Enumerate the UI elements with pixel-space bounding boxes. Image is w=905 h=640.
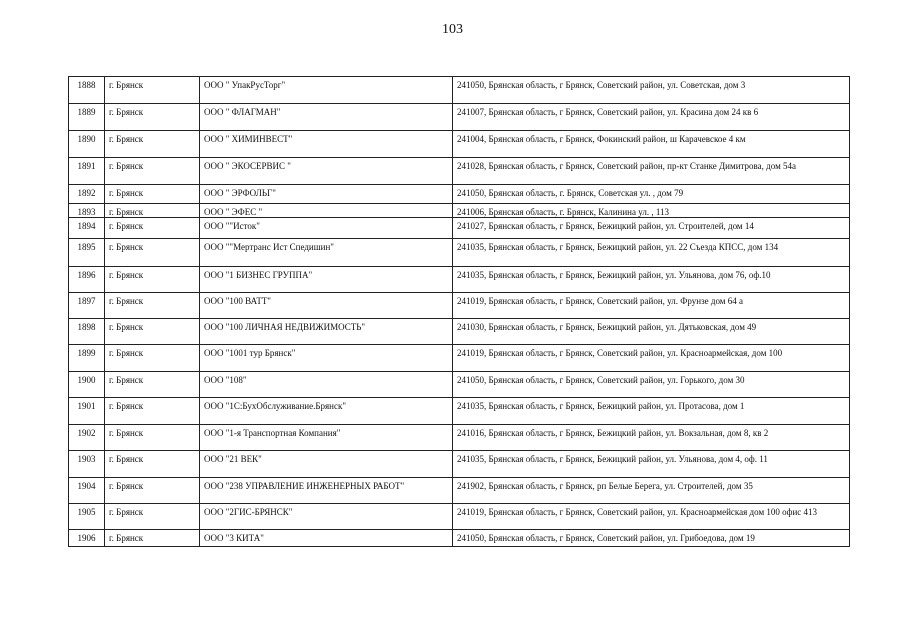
row-address: 241007, Брянская область, г Брянск, Советский район, ул. Красина дом 24 кв 6	[453, 104, 850, 131]
row-organization: ООО "1 БИЗНЕС ГРУППА"	[200, 267, 453, 293]
row-number: 1904	[69, 478, 105, 504]
row-city: г. Брянск	[105, 319, 200, 345]
row-number: 1895	[69, 239, 105, 267]
row-organization: ООО " ФЛАГМАН"	[200, 104, 453, 131]
row-address: 241028, Брянская область, г Брянск, Советский район, пр-кт Станке Димитрова, дом 54а	[453, 158, 850, 185]
row-organization: ООО "100 ЛИЧНАЯ НЕДВИЖИМОСТЬ"	[200, 319, 453, 345]
row-city: г. Брянск	[105, 530, 200, 547]
row-address: 241050, Брянская область, г Брянск, Советский район, ул. Грибоедова, дом 19	[453, 530, 850, 547]
row-city: г. Брянск	[105, 425, 200, 451]
row-city: г. Брянск	[105, 131, 200, 158]
row-organization: ООО "21 ВЕК"	[200, 451, 453, 478]
row-organization: ООО " ЭКОСЕРВИС "	[200, 158, 453, 185]
row-organization: ООО " УпакРусТорг"	[200, 77, 453, 104]
row-organization: ООО "1-я Транспортная Компания"	[200, 425, 453, 451]
row-address: 241035, Брянская область, г Брянск, Бежицкий район, ул. Ульянова, дом 76, оф.10	[453, 267, 850, 293]
row-organization: ООО "3 КИТА"	[200, 530, 453, 547]
table-row	[69, 319, 850, 345]
row-address: 241035, Брянская область, г Брянск, Бежицкий район, ул. Ульянова, дом 4, оф. 11	[453, 451, 850, 478]
table-row	[69, 204, 850, 218]
row-city: г. Брянск	[105, 451, 200, 478]
row-city: г. Брянск	[105, 267, 200, 293]
row-number: 1906	[69, 530, 105, 547]
table-row	[69, 372, 850, 398]
row-city: г. Брянск	[105, 204, 200, 218]
row-number: 1888	[69, 77, 105, 104]
row-city: г. Брянск	[105, 218, 200, 239]
row-number: 1893	[69, 204, 105, 218]
row-address: 241027, Брянская область, г Брянск, Бежицкий район, ул. Строителей, дом 14	[453, 218, 850, 239]
row-address: 241004, Брянская область, г Брянск, Фокинский район, ш Карачевское 4 км	[453, 131, 850, 158]
table-row	[69, 345, 850, 372]
row-number: 1899	[69, 345, 105, 372]
row-number: 1891	[69, 158, 105, 185]
row-organization: ООО ""Мертранс Ист Спедишин"	[200, 239, 453, 267]
row-organization: ООО "1С:БухОбслуживание.Брянск"	[200, 398, 453, 425]
table-row	[69, 267, 850, 293]
row-number: 1903	[69, 451, 105, 478]
table-row	[69, 530, 850, 547]
row-number: 1901	[69, 398, 105, 425]
row-number: 1897	[69, 293, 105, 319]
row-address: 241902, Брянская область, г Брянск, рп Белые Берега, ул. Строителей, дом 35	[453, 478, 850, 504]
row-city: г. Брянск	[105, 478, 200, 504]
table-row	[69, 104, 850, 131]
row-organization: ООО " ХИМИНВЕСТ"	[200, 131, 453, 158]
row-number: 1898	[69, 319, 105, 345]
row-organization: ООО "238 УПРАВЛЕНИЕ ИНЖЕНЕРНЫХ РАБОТ"	[200, 478, 453, 504]
row-organization: ООО " ЭФЕС "	[200, 204, 453, 218]
row-city: г. Брянск	[105, 293, 200, 319]
row-address: 241035, Брянская область, г Брянск, Бежицкий район, ул. Протасова, дом 1	[453, 398, 850, 425]
row-organization: ООО "2ГИС-БРЯНСК"	[200, 504, 453, 530]
row-organization: ООО ""Исток"	[200, 218, 453, 239]
table-row	[69, 478, 850, 504]
row-number: 1900	[69, 372, 105, 398]
row-city: г. Брянск	[105, 77, 200, 104]
row-number: 1894	[69, 218, 105, 239]
row-city: г. Брянск	[105, 185, 200, 204]
table-row	[69, 504, 850, 530]
row-address: 241019, Брянская область, г Брянск, Советский район, ул. Красноармейская дом 100 офис 413	[453, 504, 850, 530]
row-city: г. Брянск	[105, 398, 200, 425]
row-organization: ООО "1001 тур Брянск"	[200, 345, 453, 372]
row-number: 1905	[69, 504, 105, 530]
table-row	[69, 218, 850, 239]
table-row	[69, 398, 850, 425]
row-organization: ООО " ЭРФОЛЬГ"	[200, 185, 453, 204]
row-number: 1889	[69, 104, 105, 131]
organizations-table	[68, 76, 850, 547]
row-city: г. Брянск	[105, 104, 200, 131]
table-row	[69, 293, 850, 319]
table-row	[69, 77, 850, 104]
table-row	[69, 185, 850, 204]
row-organization: ООО "108"	[200, 372, 453, 398]
row-address: 241019, Брянская область, г Брянск, Советский район, ул. Красноармейская, дом 100	[453, 345, 850, 372]
row-city: г. Брянск	[105, 158, 200, 185]
row-number: 1896	[69, 267, 105, 293]
row-address: 241035, Брянская область, г Брянск, Бежицкий район, ул. 22 Съезда КПСС, дом 134	[453, 239, 850, 267]
table-row	[69, 239, 850, 267]
row-city: г. Брянск	[105, 372, 200, 398]
row-address: 241050, Брянская область, г Брянск, Советский район, ул. Советская, дом 3	[453, 77, 850, 104]
row-address: 241006, Брянская область, г. Брянск, Калинина ул. , 113	[453, 204, 850, 218]
row-address: 241050, Брянская область, г. Брянск, Советская ул. , дом 79	[453, 185, 850, 204]
row-city: г. Брянск	[105, 504, 200, 530]
row-address: 241050, Брянская область, г Брянск, Советский район, ул. Горького, дом 30	[453, 372, 850, 398]
row-organization: ООО "100 ВАТТ"	[200, 293, 453, 319]
row-address: 241030, Брянская область, г Брянск, Бежицкий район, ул. Дятьковская, дом 49	[453, 319, 850, 345]
row-city: г. Брянск	[105, 239, 200, 267]
page-number: 103	[442, 22, 463, 37]
row-address: 241019, Брянская область, г Брянск, Советский район, ул. Фрунзе дом 64 а	[453, 293, 850, 319]
row-city: г. Брянск	[105, 345, 200, 372]
table-row	[69, 131, 850, 158]
row-address: 241016, Брянская область, г Брянск, Бежицкий район, ул. Вокзальная, дом 8, кв 2	[453, 425, 850, 451]
table-row	[69, 425, 850, 451]
table-row	[69, 158, 850, 185]
table-row	[69, 451, 850, 478]
row-number: 1890	[69, 131, 105, 158]
row-number: 1902	[69, 425, 105, 451]
row-number: 1892	[69, 185, 105, 204]
